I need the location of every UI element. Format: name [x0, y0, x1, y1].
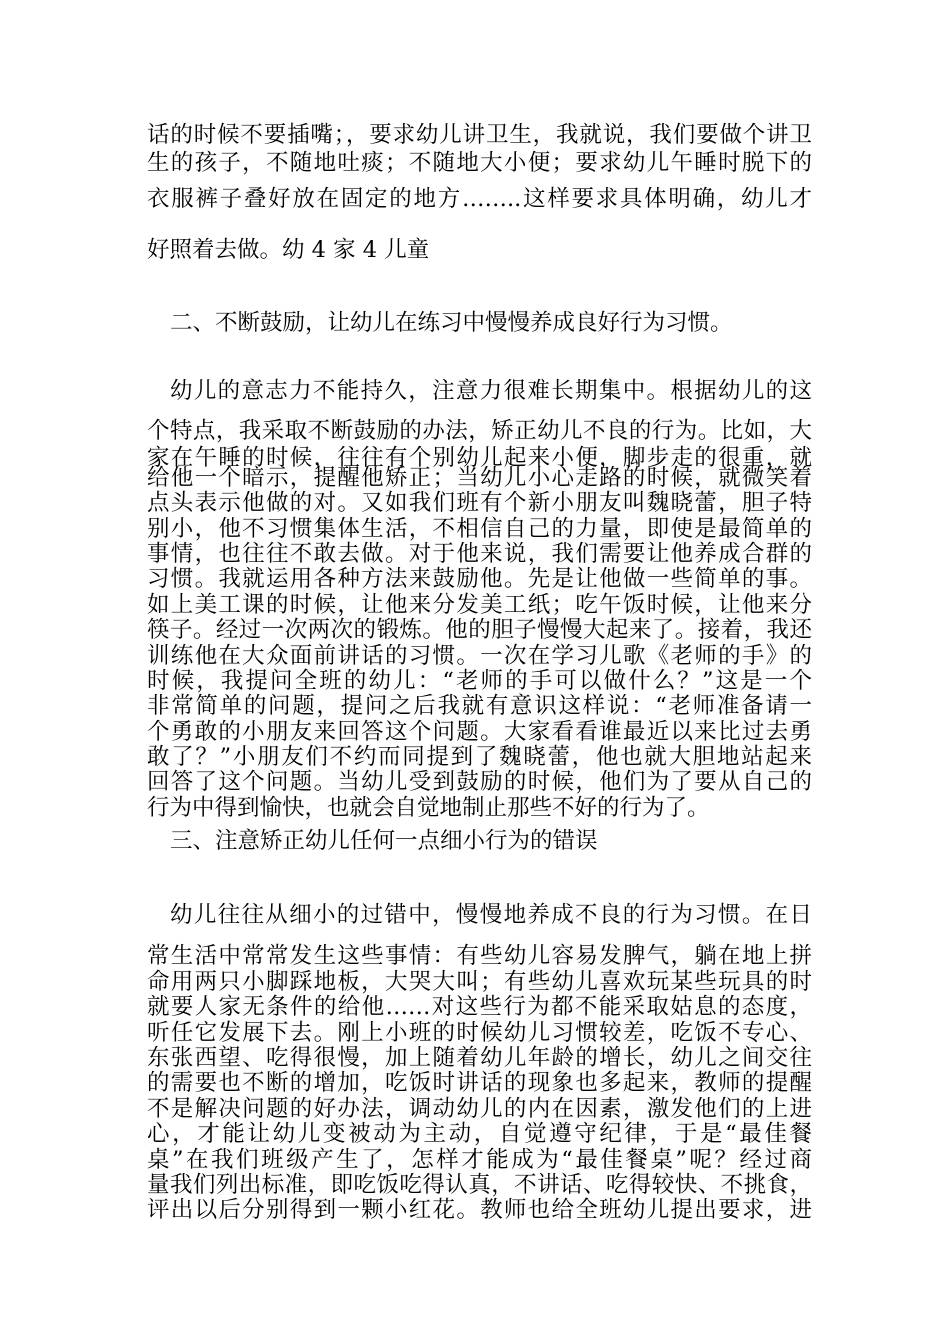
paragraph-line: 常生活中常常发生这些事情：有些幼儿容易发脾气，躺在地上拼 [147, 943, 812, 969]
paragraph-line: 筷子。经过一次两次的锻炼。他的胆子慢慢大起来了。接着，我还 [147, 617, 812, 643]
paragraph-line: 评出以后分别得到一颗小红花。教师也给全班幼儿提出要求，进 [147, 1197, 812, 1223]
paragraph-line: 敢了？”小朋友们不约而同提到了魏晓蕾，他也就大胆地站起来 [147, 744, 812, 770]
paragraph-line: 幼儿的意志力不能持久，注意力很难长期集中。根据幼儿的这 [170, 378, 812, 404]
paragraph-line: 训练他在大众面前讲话的习惯。一次在学习儿歌《老师的手》的 [147, 643, 812, 669]
paragraph-line: 时候，我提问全班的幼儿：“老师的手可以做什么？”这是一个 [147, 668, 812, 694]
paragraph-line: 幼儿往往从细小的过错中，慢慢地养成不良的行为习惯。在日 [170, 902, 812, 928]
paragraph-line: 量我们列出标准，即吃饭吃得认真，不讲话、吃得较快、不挑食， [147, 1172, 812, 1198]
paragraph-line: 给他一个暗示，提醒他矫正；当幼儿小心走路的时候，就微笑着 [147, 465, 812, 491]
paragraph-line: 东张西望、吃得很慢，加上随着幼儿年龄的增长，幼儿之间交往 [147, 1045, 812, 1071]
paragraph-line: 不是解决问题的好办法，调动幼儿的内在因素，激发他们的上进 [147, 1096, 812, 1122]
paragraph-line: 习惯。我就运用各种方法来鼓励他。先是让他做一些简单的事。 [147, 566, 812, 592]
paragraph-line: 桌”在我们班级产生了，怎样才能成为“最佳餐桌”呢？经过商 [147, 1147, 812, 1173]
paragraph-line: 听任它发展下去。刚上小班的时候幼儿习惯较差，吃饭不专心、 [147, 1020, 812, 1046]
paragraph-line: 回答了这个问题。当幼儿受到鼓励的时候，他们为了要从自己的 [147, 769, 812, 795]
section-heading: 二、不断鼓励，让幼儿在练习中慢慢养成良好行为习惯。 [170, 310, 733, 336]
paragraph-line: 命用两只小脚踩地板，大哭大叫；有些幼儿喜欢玩某些玩具的时 [147, 969, 812, 995]
paragraph-line: 如上美工课的时候，让他来分发美工纸；吃午饭时候，让他来分 [147, 592, 812, 618]
paragraph-line: 心，才能让幼儿变被动为主动，自觉遵守纪律，于是“最佳餐 [147, 1121, 812, 1147]
paragraph-line: 个勇敢的小朋友来回答这个问题。大家看看谁最近以来比过去勇 [147, 719, 812, 745]
paragraph-line: 事情，也往往不敢去做。对于他来说，我们需要让他养成合群的 [147, 541, 812, 567]
paragraph-line: 家在午睡的时候，往往有个别幼儿起来小便，脚步走的很重，就 [147, 445, 812, 471]
paragraph-line: 话的时候不要插嘴；，要求幼儿讲卫生，我就说，我们要做个讲卫 [147, 122, 812, 148]
paragraph-line: 生的孩子，不随地吐痰；不随地大小便；要求幼儿午睡时脱下的 [147, 150, 812, 176]
paragraph-line: 别小，他不习惯集体生活，不相信自己的力量，即使是最简单的 [147, 516, 812, 542]
paragraph-line: 衣服裤子叠好放在固定的地方……..这样要求具体明确，幼儿才 [147, 186, 812, 212]
paragraph-line: 点头表示他做的对。又如我们班有个新小朋友叫魏晓蕾，胆子特 [147, 490, 812, 516]
paragraph-line: 个特点，我采取不断鼓励的办法，矫正幼儿不良的行为。比如，大 [147, 418, 812, 444]
paragraph-line: 好照着去做。幼 4 家 4 儿童 [147, 237, 430, 263]
section-heading: 三、注意矫正幼儿任何一点细小行为的错误 [170, 828, 598, 854]
paragraph-line: 的需要也不断的增加，吃饭时讲话的现象也多起来，教师的提醒 [147, 1070, 812, 1096]
paragraph-line: 非常简单的问题，提问之后我就有意识这样说：“老师准备请一 [147, 693, 812, 719]
paragraph-line: 就要人家无条件的给他……对这些行为都不能采取姑息的态度， [147, 994, 812, 1020]
paragraph-line: 行为中得到愉快，也就会自觉地制止那些不好的行为了。 [147, 795, 710, 821]
